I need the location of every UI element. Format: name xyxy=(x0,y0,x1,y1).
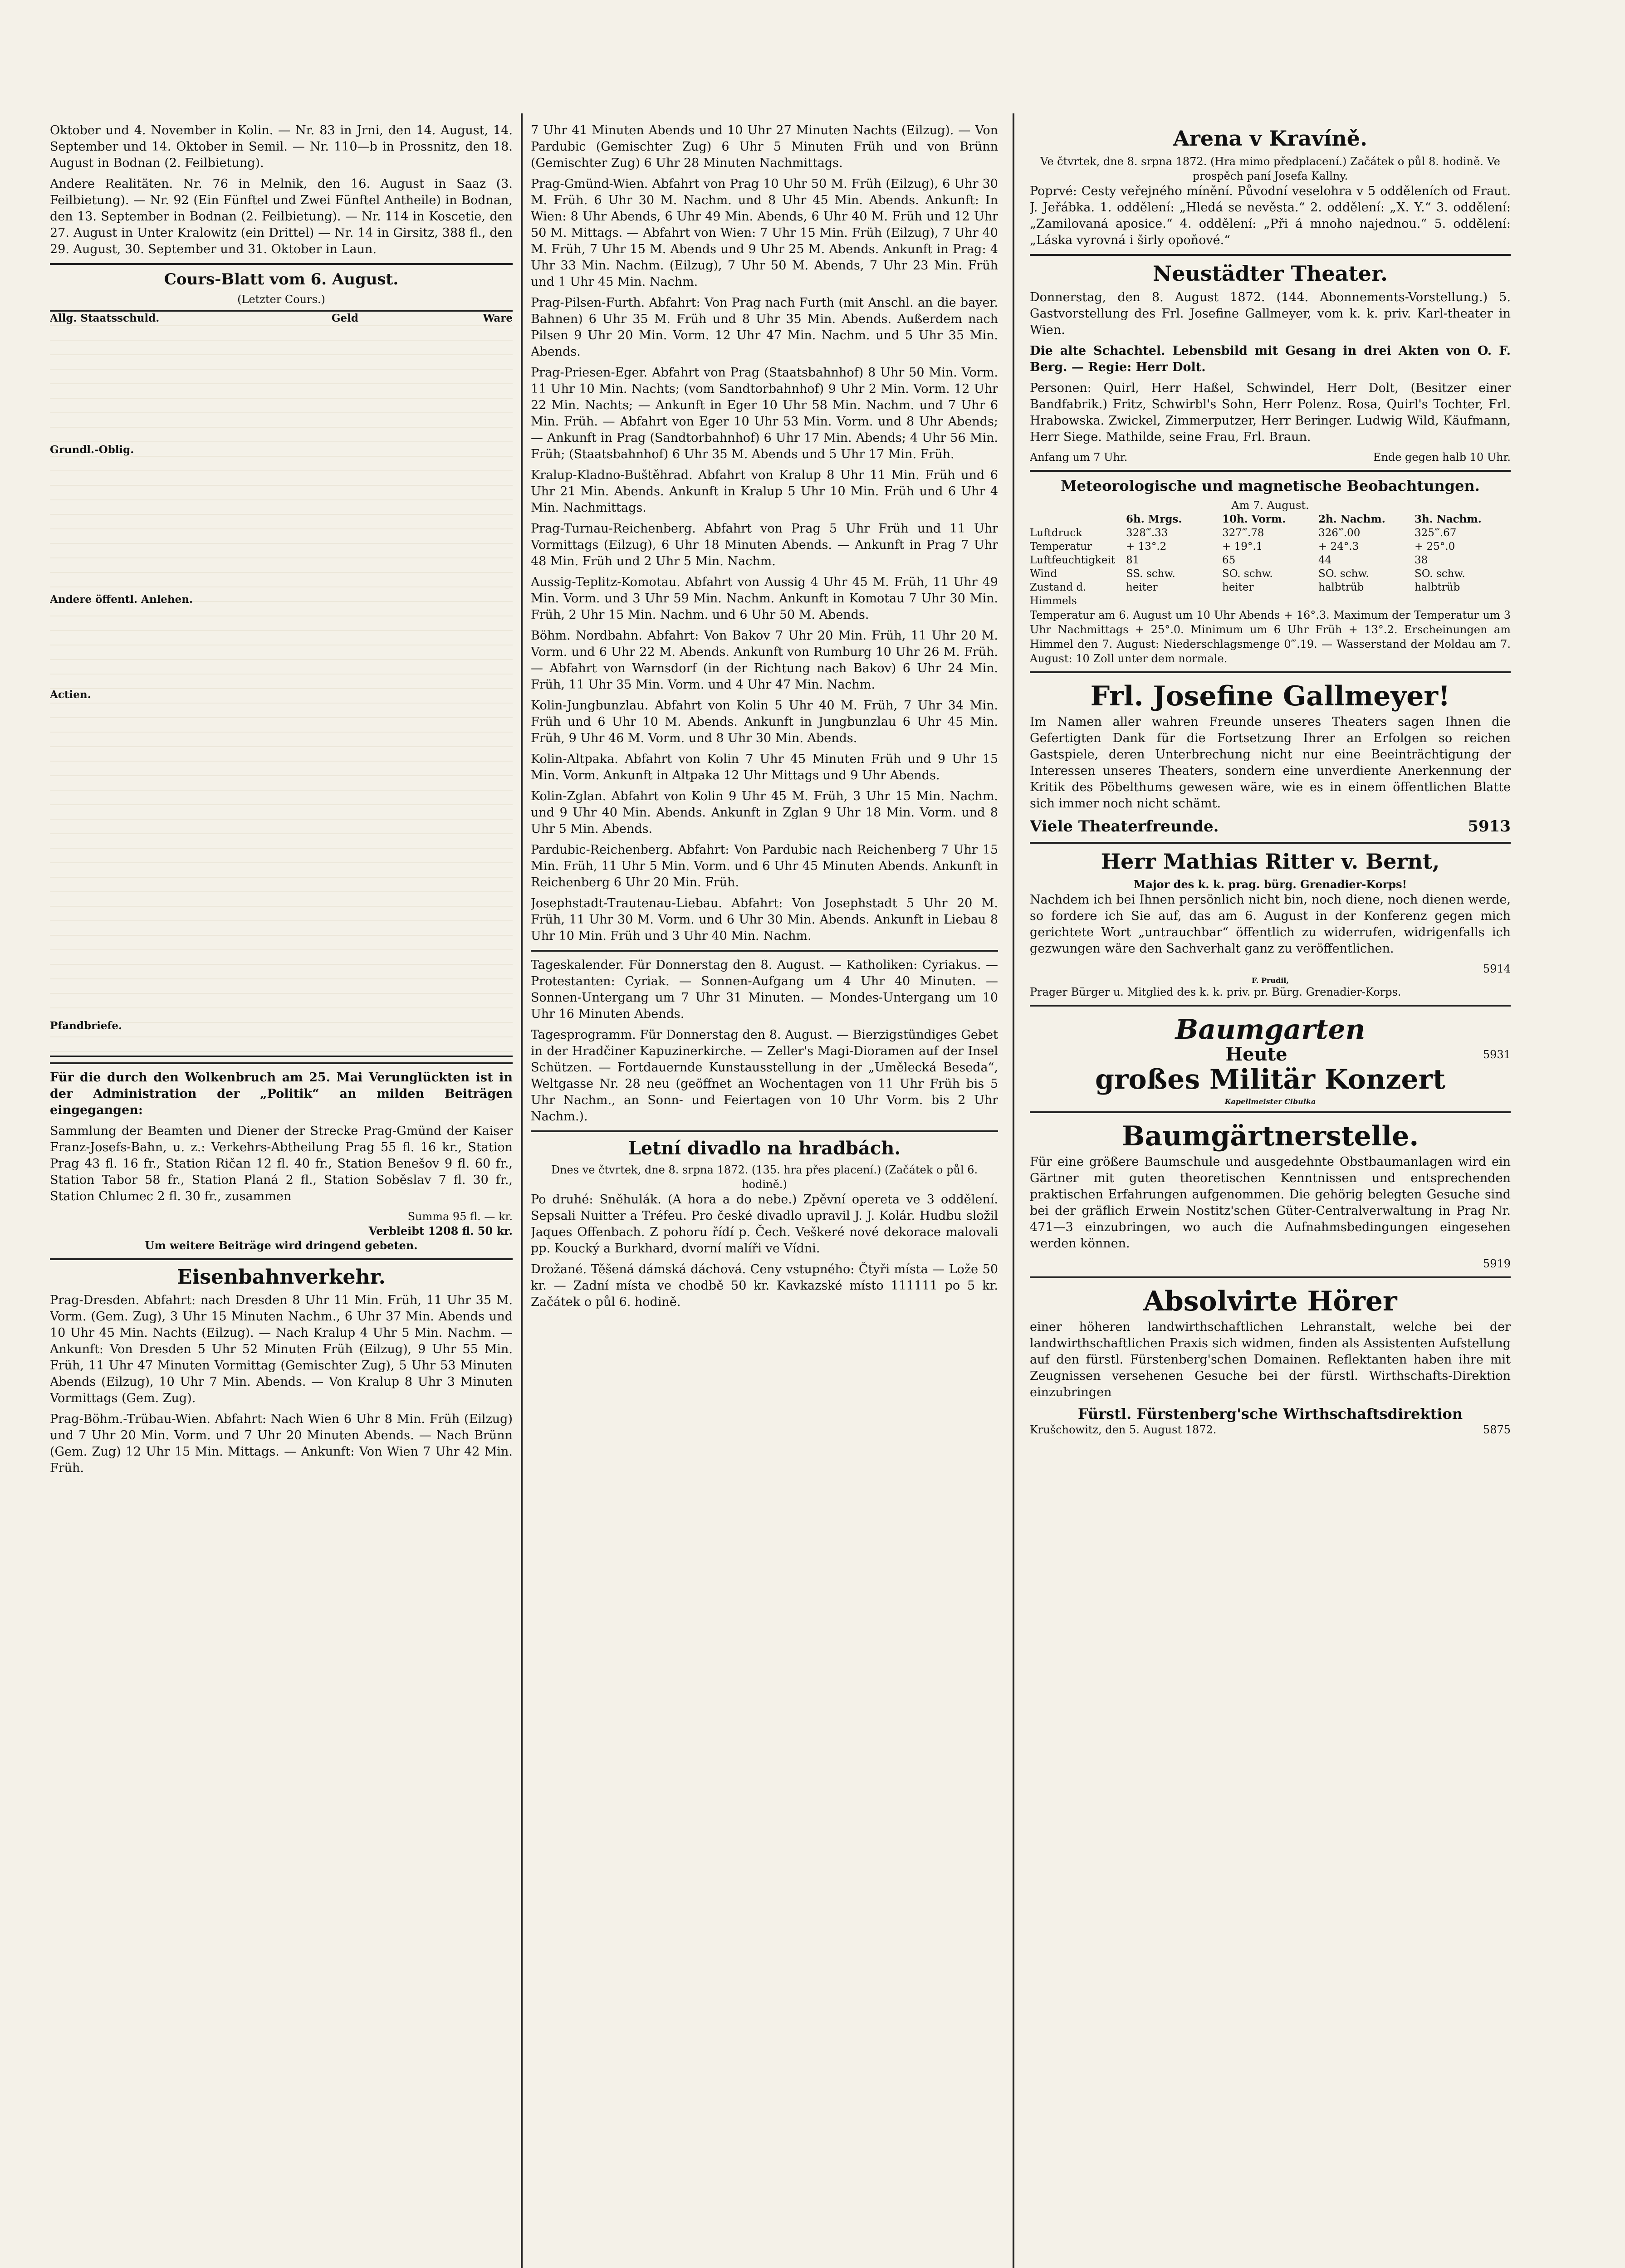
baumgarten-title: Baumgarten xyxy=(1175,1014,1366,1046)
neustadt-text: Donnerstag, den 8. August 1872. (144. Abonnements-Vorstellung.) 5. Gastvorstellung des Frl. Josefine Gallmeyer, vom k. k. priv. Karl-theater in Wien. xyxy=(1030,290,1511,337)
rail-text: Aussig-Teplitz-Komotau. Abfahrt von Aussig 4 Uhr 45 M. Früh, 11 Uhr 49 Min. Vorm. und 3 Uhr 59 Min. Nachm. Ankunft in Komotau 7 Uhr 30 Min. Früh, 2 Uhr 15 Min. Nachm. und 6 Uhr 50 M. Abends. xyxy=(531,575,998,622)
meteo-header: 6h. Mrgs. 10h. Vorm. 2h. Nachm. 3h. Nachm. xyxy=(1126,513,1482,525)
ritter-number-row: 5914 xyxy=(1483,963,1511,975)
theater-end: Drožané. Těšená dámská dáchová. Ceny vstupného: Čtyři místa — Lože 50 kr. — Zadní místa ve chodbě 50 kr. Kavkazské místo 111111 po 5 kr. Začátek o půl 6. hodině. xyxy=(531,1262,998,1309)
divider xyxy=(1030,842,1511,844)
eisenbahn-text-2: Prag-Böhm.-Trübau-Wien. Abfahrt: Nach Wien 6 Uhr 8 Min. Früh (Eilzug) und 7 Uhr 20 Min. Vorm. und 7 Uhr 20 Minuten Abends. — Nach Brünn (Gem. Zug) 12 Uhr 15 Min. Mittags. — Ankunft: Von Wien 7 Uhr 42 Min. Früh. xyxy=(50,1412,513,1475)
verbleibt: Verbleibt 1208 fl. 50 kr. xyxy=(368,1224,513,1237)
rail-text: Prag-Turnau-Reichenberg. Abfahrt von Prag 5 Uhr Früh und 11 Uhr Vormittags (Eilzug), 6 Uhr 18 Minuten Abends. — Ankunft in Prag 7 Uhr 48 Min. Früh und 2 Uhr 5 Min. Nachm. xyxy=(531,522,998,568)
rail-text: Kolin-Jungbunzlau. Abfahrt von Kolin 5 Uhr 40 M. Früh, 7 Uhr 34 Min. Früh und 6 Uhr 10 M. Abends. Ankunft in Jungbunzlau 6 Uhr 45 Min. Früh, 9 Uhr 46 M. Vorm. und 8 Uhr 30 Min. Abends. xyxy=(531,699,998,745)
cours-title: Cours-Blatt vom 6. August. xyxy=(164,270,399,288)
baumgartner-text: Für eine größere Baumschule und ausgedehnte Obstbaumanlagen wird ein Gärtner mit guten theoretischen Kenntnissen und entsprechenden praktischen Erfahrungen aufgenommen. Die gehörig belegten Gesuche sind bei der gräflich Erwein Nostitz'schen Güter-Centralverwaltung in Prag Nr. 471—3 einzubringen, wo auch die Aufnahmsbedingungen eingesehen werden können. xyxy=(1030,1155,1511,1251)
anfang-ende: Anfang um 7 Uhr. Ende gegen halb 10 Uhr. xyxy=(1030,451,1511,464)
cours-row: Pfandbriefe. xyxy=(50,1020,122,1032)
ritter-title: Herr Mathias Ritter v. Bernt, xyxy=(1101,849,1440,874)
arena-text: Poprvé: Cesty veřejného mínění. Původní veselohra v 5 odděleních od Fraut. J. Jeřábka. 1. oddělení: „Hledá se nevěsta.“ 2. oddělení: „X. Y.“ 3. oddělení: „Zamilovaná aposice.“ 4. oddělení: „Při á mnoho najednou.“ 5. oddělení: „Láska vyrovná i širly opoňové.“ xyxy=(1030,184,1511,247)
arena-subtitle: Ve čtvrtek, dne 8. srpna 1872. (Hra mimo předplacení.) Začátek o půl 8. hodině. Ve prospěch paní Josefa Kallny. xyxy=(1040,155,1500,182)
divider xyxy=(50,1062,513,1064)
divider xyxy=(1030,254,1511,256)
ritter-subtitle: Major des k. k. prag. bürg. Grenadier-Korps! xyxy=(1133,878,1407,891)
theater-title: Letní divadlo na hradbách. xyxy=(628,1138,901,1159)
hoerer-title: Absolvirte Hörer xyxy=(1143,1286,1397,1317)
meteo-date: Am 7. August. xyxy=(1231,499,1309,512)
cours-table xyxy=(50,310,513,1057)
cours-subtitle: (Letzter Cours.) xyxy=(237,293,325,306)
meteo-row: Temperatur + 13°.2 + 19°.1 + 24°.3 + 25°.0 xyxy=(1030,541,1455,552)
meteo-table xyxy=(1030,513,1511,608)
neustadt-play: Die alte Schachtel. Lebensbild mit Gesang in drei Akten von O. F. Berg. — Regie: Herr Dolt. xyxy=(1030,344,1511,374)
cours-row: Grundl.-Oblig. xyxy=(50,444,134,456)
tagesprogramm: Tagesprogramm. Für Donnerstag den 8. August. — Bierzigstündiges Gebet in der Hradčiner Kapuzinerkirche. — Zeller's Magi-Dioramen auf der Insel Schützen. — Fortdauernde Kunstausstellung in der „Umělecká Beseda“, Weltgasse Nr. 28 neu (geöffnet an Wochentagen von 11 Uhr Früh bis 5 Uhr Nachm., an Sonn- und Feiertagen von 10 Uhr Vorm. bis 2 Uhr Nachm.). xyxy=(531,1028,998,1124)
cours-row: Actien. xyxy=(50,689,91,701)
tageskalender: Tageskalender. Für Donnerstag den 8. August. — Katholiken: Cyriakus. — Protestanten: Cyriak. — Sonnen-Aufgang um 4 Uhr 40 Minuten. — Sonnen-Untergang um 7 Uhr 31 Minuten. — Mondes-Untergang um 10 Uhr 16 Minuten Abends. xyxy=(531,958,998,1021)
divider xyxy=(50,263,513,265)
neustadt-title: Neustädter Theater. xyxy=(1153,261,1388,286)
divider xyxy=(531,950,998,952)
hoerer-footer: Krušchowitz, den 5. August 1872. 5875 xyxy=(1030,1423,1511,1436)
eisenbahn-text: Prag-Dresden. Abfahrt: nach Dresden 8 Uhr 11 Min. Früh, 11 Uhr 35 M. Vorm. (Gem. Zug), 3 Uhr 15 Minuten Nachm., 6 Uhr 37 Min. Abends und 10 Uhr 45 Min. Nachts (Eilzug). — Nach Kralup 4 Uhr 5 Min. Nachm. — Ankunft: Von Dresden 5 Uhr 52 Minuten Früh (Eilzug), 9 Uhr 55 Min. Früh, 11 Uhr 47 Minuten Vormittag (Gemischter Zug), 5 Uhr 53 Minuten Abends (Eilzug), 10 Uhr 7 Min. Abends. — Von Kralup 8 Uhr 3 Minuten Vormittags (Gem. Zug). xyxy=(50,1293,513,1405)
wolkenbruch-text: Sammlung der Beamten und Diener der Strecke Prag-Gmünd der Kaiser Franz-Josefs-Bahn, u. z.: Verkehrs-Abtheilung Prag 55 fl. 16 kr., Station Prag 43 fl. 16 fr., Station Ričan 12 fl. 40 fr., Station Benešov 9 fl. 60 fr., Station Tabor 58 fr., Station Planá 2 fl., Station Soběslav 7 fl. 30 fr., Station Chlumec 2 fl. 30 fr., zusammen xyxy=(50,1124,513,1203)
rail-text: Prag-Gmünd-Wien. Abfahrt von Prag 10 Uhr 50 M. Früh (Eilzug), 6 Uhr 30 M. Früh. 6 Uhr 30 M. Nachm. und 8 Uhr 45 Min. Abends. Ankunft: In Wien: 8 Uhr Abends, 6 Uhr 49 Min. Abends, 6 Uhr 40 M. Früh und 12 Uhr 50 M. Mittags. — Abfahrt von Wien: 7 Uhr 15 Min. Früh (Eilzug), 7 Uhr 40 M. Früh, 7 Uhr 15 M. Abends und 9 Uhr 25 M. Abends. Ankunft in Prag: 4 Uhr 33 Min. Nachm. (Eilzug), 7 Uhr 50 M. Abends, 7 Uhr 23 Min. Früh und 1 Uhr 45 Min. Nachm. xyxy=(531,177,998,289)
meteo-row: Wind SS. schw. SO. schw. SO. schw. SO. schw. xyxy=(1030,568,1465,580)
intro-text-2: Andere Realitäten. Nr. 76 in Melnik, den 16. August in Saaz (3. Feilbietung). — Nr. 92 (Ein Fünftel und Zwei Fünftel Antheile) in Bodnan, den 13. September in Bodnan (2. Feilbietung). — Nr. 114 in Koscetie, den 27. August in Unter Kralowitz (ein Drittel) — Nr. 14 in Girsitz, 388 fl., den 29. August, 30. September und 31. Oktober in Laun. xyxy=(50,177,513,256)
weitere-beitraege: Um weitere Beiträge wird dringend gebeten. xyxy=(145,1239,418,1252)
divider xyxy=(1030,1111,1511,1113)
gallmeyer-title: Frl. Josefine Gallmeyer! xyxy=(1090,680,1450,712)
rail-text: Josephstadt-Trautenau-Liebau. Abfahrt: Von Josephstadt 5 Uhr 20 M. Früh, 11 Uhr 30 M. Vorm. und 6 Uhr 30 Min. Abends. Ankunft in Liebau 8 Uhr 10 Min. Früh und 3 Uhr 40 Min. Nachm. xyxy=(531,896,998,943)
cours-row: Allg. Staatsschuld. Geld Ware xyxy=(50,312,513,324)
rail-text: Prag-Pilsen-Furth. Abfahrt: Von Prag nach Furth (mit Anschl. an die bayer. Bahnen) 6 Uhr 35 M. Früh und 8 Uhr 35 Min. Abends. Außerdem nach Pilsen 9 Uhr 20 Min. Vorm. 12 Uhr 47 Min. Nachm. und 5 Uhr 35 Min. Abends. xyxy=(531,296,998,359)
meteo-title: Meteorologische und magnetische Beobachtungen. xyxy=(1061,477,1480,494)
column-rule xyxy=(521,113,523,2268)
meteo-row: Luftfeuchtigkeit 81 65 44 38 xyxy=(1030,554,1428,566)
arena-title: Arena v Kravíně. xyxy=(1173,126,1368,151)
rail-text: Kolin-Zglan. Abfahrt von Kolin 9 Uhr 45 M. Früh, 3 Uhr 15 Min. Nachm. und 9 Uhr 40 Min. Abends. Ankunft in Zglan 9 Uhr 18 Min. Vorm. und 8 Uhr 5 Min. Abends. xyxy=(531,789,998,836)
theater-subtitle: Dnes ve čtvrtek, dne 8. srpna 1872. (135. hra přes placení.) (Začátek o půl 6. hodině.) xyxy=(551,1163,978,1191)
rail-text: Kralup-Kladno-Buštěhrad. Abfahrt von Kralup 8 Uhr 11 Min. Früh und 6 Uhr 21 Min. Abends. Ankunft in Kralup 5 Uhr 10 Min. Früh und 6 Uhr 4 Min. Nachmittags. xyxy=(531,468,998,515)
gallmeyer-text: Im Namen aller wahren Freunde unseres Theaters sagen Ihnen die Gefertigten Dank für die Fortsetzung Ihrer an Erfolgen so reichen Gastspiele, deren Unterbrechung nicht nur eine Beeinträchtigung der Interessen unseres Theaters, sondern eine unverdiente Anerkennung der Kritik des Pöbelthums gewesen wäre, wie es in einem öffentlichen Blatte sich immer noch nicht schämt. xyxy=(1030,715,1511,811)
rail-text: Prag-Priesen-Eger. Abfahrt von Prag (Staatsbahnhof) 8 Uhr 50 Min. Vorm. 11 Uhr 10 Min. Nachts; (vom Sandtorbahnhof) 9 Uhr 2 Min. Vorm. 12 Uhr 22 Min. Nachts; — Ankunft in Eger 10 Uhr 58 Min. Nachm. und 7 Uhr 6 Min. Früh. — Abfahrt von Eger 10 Uhr 53 Min. Vorm. und 8 Uhr Abends; — Ankunft in Prag (Sandtorbahnhof) 6 Uhr 17 Min. Abends; 4 Uhr 56 Min. Früh; (Staatsbahnhof) 6 Uhr 35 M. Abends und 5 Uhr 17 Min. Früh. xyxy=(531,366,998,461)
hoerer-text: einer höheren landwirthschaftlichen Lehranstalt, welche bei der landwirthschaftlichen Praxis sich widmen, finden als Assistenten Aufstellung auf den fürstl. Fürstenberg'schen Domainen. Reflektanten haben ihre mit Zeugnissen versehenen Gesuche bei der fürstl. Wirthschafts-Direktion einzubringen xyxy=(1030,1320,1511,1399)
rail-text: 7 Uhr 41 Minuten Abends und 10 Uhr 27 Minuten Nachts (Eilzug). — Von Pardubic (Gemischter Zug) 6 Uhr 5 Minuten Früh und von Brünn (Gemischter Zug) 6 Uhr 28 Minuten Nachmittags. xyxy=(531,123,998,170)
theater-text: Po druhé: Sněhulák. (A hora a do nebe.) Zpěvní opereta ve 3 oddělení. Sepsali Nuitter a Tréfeu. Pro české divadlo upravil J. J. Kolár. Hudbu složil Jaques Offenbach. Z pohoru řídí p. Čech. Veškeré nové dekorace malovali pp. Koucký a Burkhard, dvorní malíři ve Vídni. xyxy=(531,1193,998,1256)
divider xyxy=(531,1130,998,1132)
column-rule xyxy=(1013,113,1014,2268)
meteo-row: Zustand d. Himmels heiter heiter halbtrüb halbtrüb xyxy=(1030,582,1460,607)
gallmeyer-sign: Viele Theaterfreunde. 5913 xyxy=(1030,817,1511,836)
divider xyxy=(1030,671,1511,673)
intro-text: Oktober und 4. November in Kolin. — Nr. 83 in Jrni, den 14. August, 14. September und 14. Oktober in Semil. — Nr. 110—b in Prossnitz, den 18. August in Bodnan (2. Feilbietung). xyxy=(50,123,513,170)
wolkenbruch-title: Für die durch den Wolkenbruch am 25. Mai Verunglückten ist in der Administration der „Politik“ an milden Beiträgen eingegangen: xyxy=(50,1070,513,1117)
ritter-signature-2: Prager Bürger u. Mitglied des k. k. priv. pr. Bürg. Grenadier-Korps. xyxy=(1030,986,1401,998)
rail-text: Kolin-Altpaka. Abfahrt von Kolin 7 Uhr 45 Minuten Früh und 9 Uhr 15 Min. Vorm. Ankunft in Altpaka 12 Uhr Mittags und 9 Uhr Abends. xyxy=(531,752,998,782)
baumgartner-title: Baumgärtnerstelle. xyxy=(1121,1120,1419,1152)
eisenbahn-title: Eisenbahnverkehr. xyxy=(177,1266,386,1289)
rail-text: Pardubic-Reichenberg. Abfahrt: Von Pardubic nach Reichenberg 7 Uhr 15 Min. Früh, 11 Uhr 5 Min. Vorm. und 6 Uhr 45 Minuten Abends. Ankunft in Reichenberg 6 Uhr 20 Min. Früh. xyxy=(531,843,998,890)
column-middle xyxy=(531,122,998,2268)
meteo-text: Temperatur am 6. August um 10 Uhr Abends + 16°.3. Maximum der Temperatur um 3 Uhr Nachmittags + 25°.0. Minimum um 6 Uhr Früh + 13°.2. Erscheinungen am Himmel den 7. August: Niederschlagsmenge 0‴.19. — Wasserstand der Moldau am 7. August: 10 Zoll unter dem normale. xyxy=(1030,609,1511,665)
divider xyxy=(1030,470,1511,472)
ritter-signature: F. Prudil, xyxy=(1252,976,1289,985)
summe: Summa 95 fl. — kr. xyxy=(407,1210,513,1223)
cours-row: Andere öffentl. Anlehen. xyxy=(50,593,193,606)
ritter-text: Nachdem ich bei Ihnen persönlich nicht bin, noch diene, noch dienen werde, so fordere ich Sie auf, das am 6. August in der Konferenz gegen mich gerichtete Wort „untrauchbar“ öffentlich zu widerrufen, widrigenfalls ich gezwungen wäre den Sachverhalt ganz zu veröffentlichen. xyxy=(1030,893,1511,956)
kapellmeister: Kapellmeister Cibulka xyxy=(1224,1097,1316,1106)
rail-text: Böhm. Nordbahn. Abfahrt: Von Bakov 7 Uhr 20 Min. Früh, 11 Uhr 20 M. Vorm. und 6 Uhr 22 M. Abends. Ankunft von Rumburg 10 Uhr 26 M. Früh. — Abfahrt von Warnsdorf (in der Richtung nach Bakov) 6 Uhr 24 Min. Früh, 11 Uhr 35 Min. Vorm. und 4 Uhr 47 Min. Nachm. xyxy=(531,629,998,692)
baumgartner-number-row: 5919 xyxy=(1483,1257,1511,1270)
column-right xyxy=(1030,122,1511,2268)
meteo-row: Luftdruck 328‴.33 327‴.78 326‴.00 325‴.67 xyxy=(1030,527,1457,539)
column-left xyxy=(50,122,513,2268)
neustadt-cast: Personen: Quirl, Herr Haßel, Schwindel, Herr Dolt, (Besitzer einer Bandfabrik.) Fritz, Schwirbl's Sohn, Herr Polenz. Rosa, Quirl's Tochter, Frl. Hrabowska. Zwickel, Zimmerputzer, Herr Beringer. Ludwig Wild, Käufmann, Herr Siege. Mathilde, seine Frau, Frl. Braun. xyxy=(1030,381,1511,444)
baumgarten-heute-row: Heute 5931 xyxy=(1225,1044,1511,1065)
hoerer-direktion: Fürstl. Fürstenberg'sche Wirthschaftsdirektion xyxy=(1077,1405,1463,1422)
divider xyxy=(50,1258,513,1260)
divider xyxy=(1030,1005,1511,1007)
divider xyxy=(1030,1276,1511,1278)
konzert-title: großes Militär Konzert xyxy=(1095,1064,1445,1095)
